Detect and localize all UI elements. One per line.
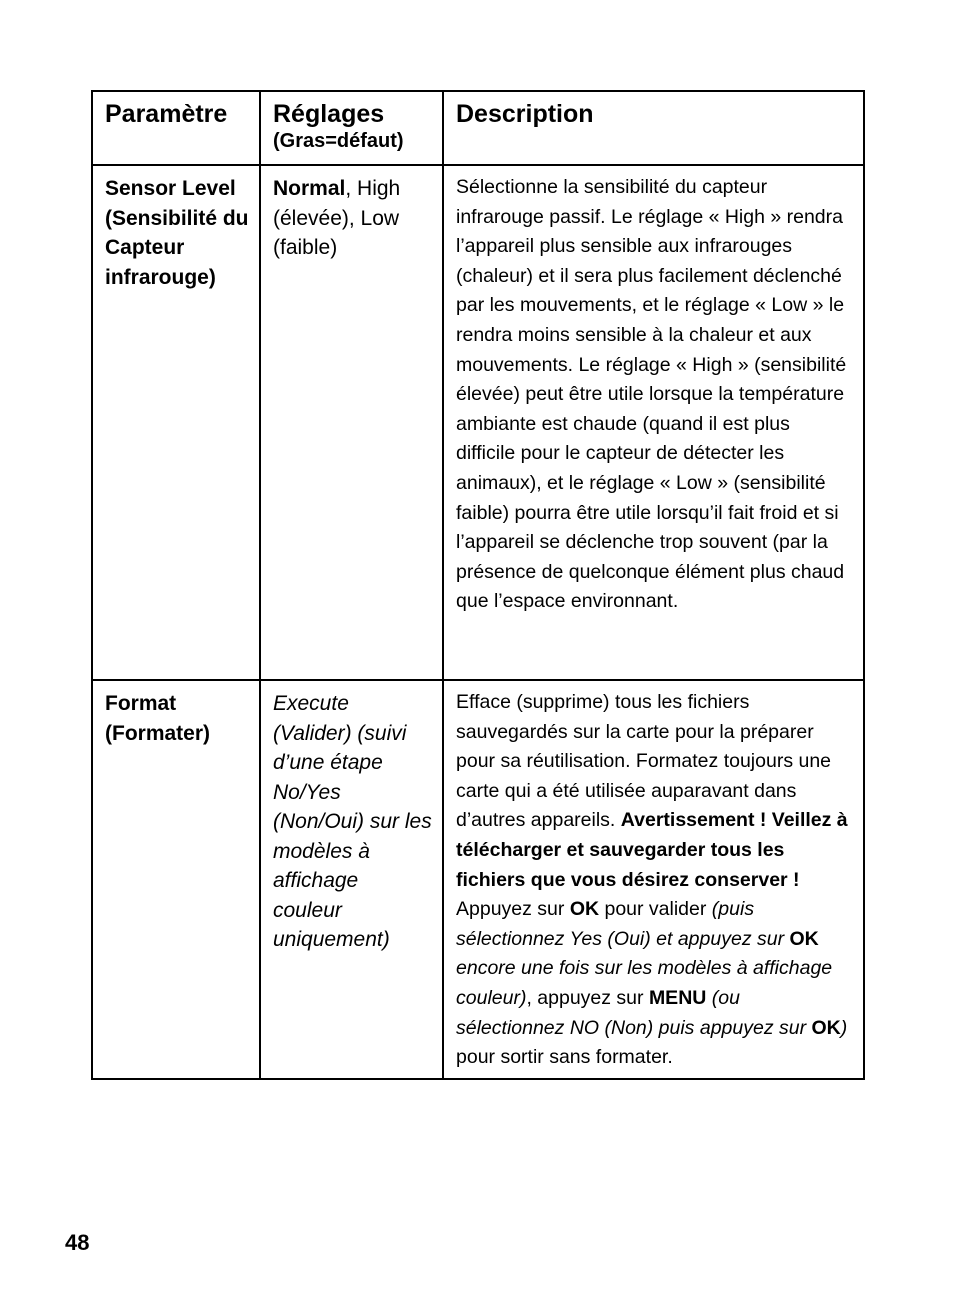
ok-key-label: OK xyxy=(569,898,600,921)
page-number: 48 xyxy=(65,1230,90,1255)
settings-value: Execute (Valider) (suivi d’une étape No/Yes (Non/Oui) sur les modèles à affichage couleur uniquement) xyxy=(273,692,432,951)
default-setting: Normal xyxy=(273,177,346,200)
description-cell xyxy=(443,165,864,680)
description-cell xyxy=(443,680,864,1079)
description-text-part: pour sortir sans formater. xyxy=(456,1046,673,1069)
settings-cell xyxy=(260,165,443,680)
settings-cell xyxy=(260,680,443,1079)
table-row xyxy=(92,165,864,680)
parameter-name: Sensor Level (Sensibilité du Capteur infrarouge) xyxy=(105,177,249,289)
header-parameter: Paramètre xyxy=(105,100,228,128)
parameter-cell xyxy=(92,680,260,1079)
header-settings-note: (Gras=défaut) xyxy=(273,130,404,152)
other-settings: , High (élevée), Low (faible) xyxy=(273,177,401,259)
warning-text: Avertissement ! Veillez à télécharger et sauvegarder tous les fichiers que vous désirez conserver ! xyxy=(456,809,848,891)
header-description: Description xyxy=(456,100,594,128)
description-italic-part: encore une fois sur les modèles à affichage couleur) xyxy=(456,957,833,1009)
header-parameter-cell xyxy=(92,91,260,165)
ok-key-label: OK xyxy=(789,927,819,950)
header-description-cell xyxy=(443,91,864,165)
table-header-row xyxy=(92,91,864,165)
description-text: Sélectionne la sensibilité du capteur infrarouge passif. Le réglage « High » rendra l’appareil plus sensible aux infrarouges (chaleur) et il sera plus facilement déclenché par les mouvements, et le réglage « Low » le rendra moins sensible à la chaleur et aux mouvements. Le réglage « High » (sensibilité élevée) peut être utile lorsque la température ambiante est chaude (quand il est plus difficile pour le capteur de détecter les animaux), et le réglage « Low » (sensibilité faible) pourra être utile lorsqu’il fait froid et si l’appareil se déclenche trop souvent (par la présence de quelconque élément plus chaud que l’espace environnant. xyxy=(456,176,847,613)
settings-value xyxy=(273,166,432,263)
description-intro: Efface (supprime) tous les fichiers sauvegardés sur la carte pour la préparer pour sa réutilisation. Formatez toujours une carte qui a été utilisée auparavant dans d’autres appareils. xyxy=(456,691,832,832)
description-text-part: , appuyez sur xyxy=(526,986,649,1009)
menu-key-label: MENU xyxy=(648,986,707,1009)
parameter-name: Format (Formater) xyxy=(105,692,211,745)
header-settings-cell xyxy=(260,91,443,165)
description-italic-part: ) xyxy=(840,1016,848,1039)
parameter-cell xyxy=(92,165,260,680)
description-text-part: Appuyez sur xyxy=(456,898,570,921)
description-text-part: pour valider xyxy=(599,898,712,921)
description-text xyxy=(456,681,853,1073)
settings-table xyxy=(91,90,865,1080)
ok-key-label: OK xyxy=(811,1016,841,1039)
header-settings: Réglages xyxy=(273,100,385,128)
description-italic-part: (ou sélectionnez NO (Non) puis appuyez sur xyxy=(456,986,812,1039)
description-italic-part: (puis sélectionnez Yes (Oui) et appuyez sur xyxy=(456,898,790,950)
table-row xyxy=(92,680,864,1079)
